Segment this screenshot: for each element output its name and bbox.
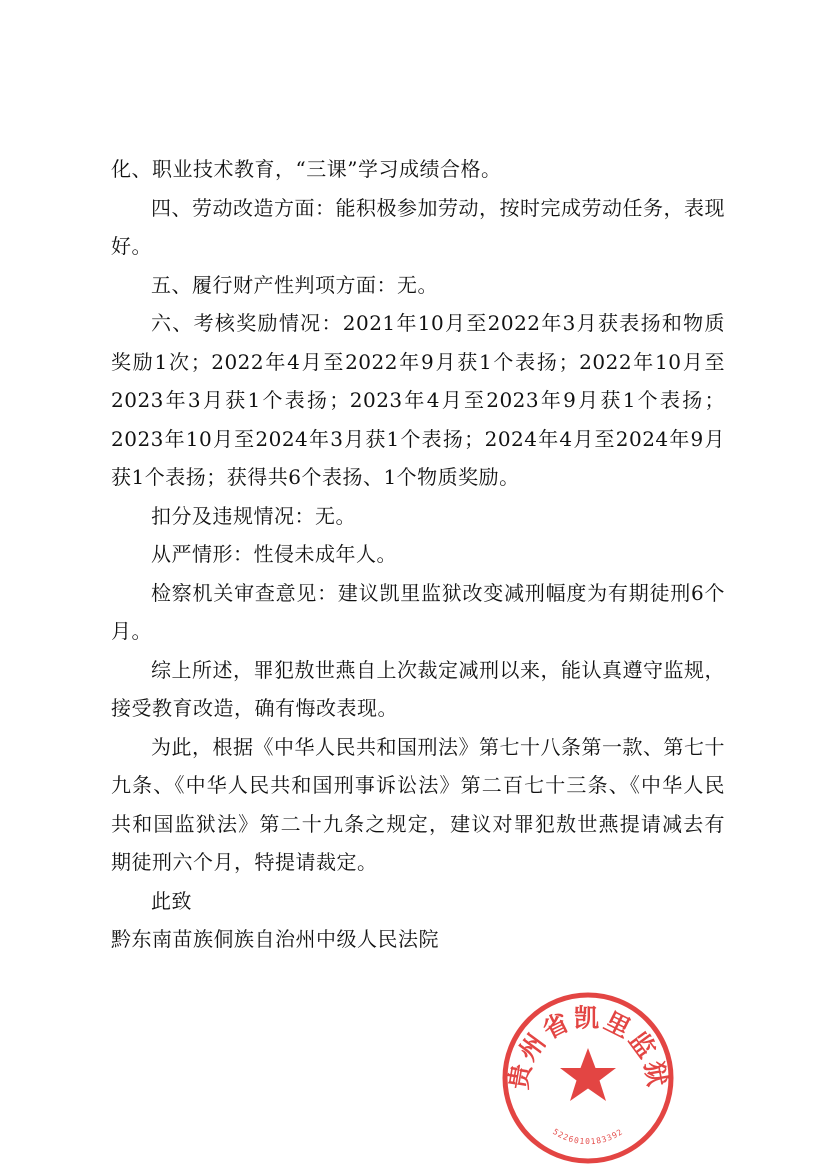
paragraph-procuratorate-opinion: 检察机关审查意见：建议凯里监狱改变减刑幅度为有期徒刑6个月。 xyxy=(111,580,725,643)
paragraph-addressee: 黔东南苗族侗族自治州中级人民法院 xyxy=(111,927,439,951)
official-seal-stamp xyxy=(500,990,676,1166)
paragraph-labor-reform: 四、劳动改造方面：能积极参加劳动，按时完成劳动任务，表现好。 xyxy=(111,195,725,258)
paragraph-summary: 综上所述，罪犯敖世燕自上次裁定减刑以来，能认真遵守监规，接受教育改造，确有悔改表现。 xyxy=(111,657,725,720)
paragraph-rewards: 六、考核奖励情况：2021年10月至2022年3月获表扬和物质奖励1次；2022年4月至2022年9月获1个表扬；2022年10月至2023年3月获1个表扬；2023年4月至2023年9月获1个表扬；2023年10月至2024年3月获1个表扬；2024年4月至2024年9月获1个表扬；获得共6个表扬、1个物质奖励。 xyxy=(111,311,725,489)
document-body xyxy=(111,150,725,959)
paragraph-property-judgment: 五、履行财产性判项方面：无。 xyxy=(151,272,438,297)
paragraph-legal-basis: 为此，根据《中华人民共和国刑法》第七十八条第一款、第七十九条、《中华人民共和国刑事诉讼法》第二百七十三条、《中华人民共和国监狱法》第二十九条之规定，建议对罪犯敖世燕提请减去有期徒刑六个月，特提请裁定。 xyxy=(111,734,725,874)
svg-text:5226010183392: 5226010183392 xyxy=(551,1127,625,1147)
svg-text:贵州省凯里监狱: 贵州省凯里监狱 xyxy=(503,1003,673,1092)
paragraph-education: 化、职业技术教育，“三课”学习成绩合格。 xyxy=(111,157,502,181)
paragraph-strict-circumstance: 从严情形：性侵未成年人。 xyxy=(151,542,397,566)
paragraph-salutation: 此致 xyxy=(151,888,192,913)
paragraph-violations: 扣分及违规情况：无。 xyxy=(151,503,356,528)
